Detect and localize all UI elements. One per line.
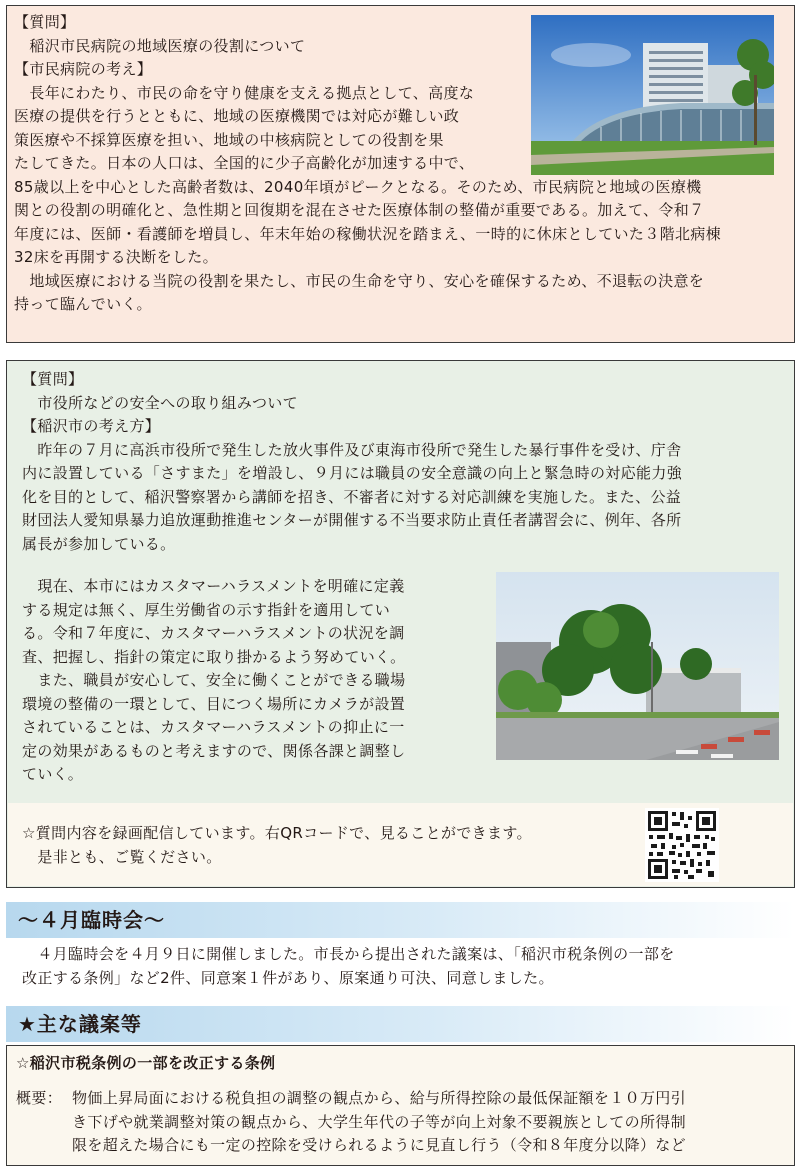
answer-line: ていく。 (22, 765, 84, 783)
answer-line: 財団法人愛知県暴力追放運動推進センターが開催する不当要求防止責任者講習会に、例年、各所 (22, 511, 682, 529)
bill-summary (72, 1087, 787, 1158)
april-line: 改正する条例」など2件、同意案１件があり、原案通り可決、同意しました。 (22, 968, 554, 987)
answer-line: 地域医療における当院の役割を果たし、市民の生命を守り、安心を確保するため、不退転の決意を (14, 271, 705, 290)
answer-line: されていることは、カスタマーハラスメントの抑止に一 (22, 718, 405, 736)
answer-line: 昨年の７月に高浜市役所で発生した放火事件及び東海市役所で発生した暴行事件を受け、庁舎 (22, 440, 682, 459)
bill-text (16, 1052, 786, 1076)
question-text: 市役所などの安全への取り組みついて (22, 393, 299, 412)
answer-line: また、職員が安心して、安全に働くことができる職場 (22, 671, 406, 689)
answer-line: る。令和７年度に、カスタマーハラスメントの状況を調 (22, 624, 405, 642)
qr-notice-text (22, 822, 642, 869)
answer-line: 現在、本市にはカスタマーハラスメントを明確に定義 (22, 577, 405, 595)
answer-line: 持って臨んでいく。 (14, 295, 152, 313)
summary-line: 限を超えた場合にも一定の控除を受けられるように見直し行う（令和８年度分以降）など (72, 1136, 687, 1154)
answer-line: 年度には、医師・看護師を増員し、年末年始の稼働状況を踏まえ、一時的に休床としていた３階北病棟 (14, 224, 722, 243)
answer-line: 査、把握し、指針の策定に取り掛かるよう努めていく。 (22, 647, 406, 666)
answer-line: 定の効果があるものと考えますので、関係各課と調整し (22, 741, 406, 760)
summary-line: 物価上昇局面における税負担の調整の観点から、給与所得控除の最低保証額を１０万円引 (72, 1089, 687, 1107)
answer-heading: 【市民病院の考え】 (14, 60, 153, 78)
city-hall-answer-narrow (22, 575, 492, 787)
answer-line: 策医療や不採算医療を担い、地域の中核病院としての役割を果 (14, 130, 444, 149)
answer-line: 属長が参加している。 (22, 534, 176, 553)
qr-notice-line: ☆質問内容を録画配信しています。右QRコードで、見ることができます。 (22, 824, 532, 842)
summary-line: き下げや就業調整対策の観点から、大学生年代の子等が向上対象不要親族としての所得制 (72, 1112, 687, 1131)
april-line: ４月臨時会を４月９日に開催しました。市長から提出された議案は、「稲沢市税条例の一部を (22, 945, 675, 963)
city-hall-qa-text (22, 368, 786, 556)
city-hall-photo (496, 572, 779, 760)
question-text: 稲沢市民病院の地域医療の役割について (14, 36, 306, 55)
main-bills-title: ★主な議案等 (18, 1012, 142, 1036)
qr-code[interactable] (645, 808, 719, 882)
hospital-photo (531, 15, 774, 175)
answer-line: 内に設置している「さすまた」を増設し、９月には職員の安全意識の向上と緊急時の対応能力強 (22, 464, 683, 482)
bill-title: ☆稲沢市税条例の一部を改正する条例 (16, 1054, 276, 1072)
answer-line: 医療の提供を行うとともに、地域の医療機関では対応が難しい政 (14, 107, 460, 125)
question-heading: 【質問】 (22, 370, 84, 388)
answer-line: 環境の整備の一環として、目につく場所にカメラが設置 (22, 694, 406, 713)
answer-line: 長年にわたり、市民の命を守り健康を支える拠点として、高度な (14, 83, 475, 102)
answer-line: 32床を再開する決断をした。 (14, 248, 218, 266)
answer-line: する規定は無く、厚生労働省の示す指針を適用してい (22, 600, 391, 619)
answer-line: 関との役割の明確化と、急性期と回復期を混在させた医療体制の整備が重要である。加えて、令和７ (14, 201, 705, 219)
april-session-text (22, 943, 792, 990)
answer-line: 化を目的として、稲沢警察署から講師を招き、不審者に対する対応訓練を実施した。また、公益 (22, 487, 682, 506)
answer-line: たしてきた。日本の人口は、全国的に少子高齢化が加速する中で、 (14, 154, 475, 172)
question-heading: 【質問】 (14, 13, 76, 31)
answer-line: 85歳以上を中心とした高齢者数は、2040年頃がピークとなる。そのため、市民病院と地域の医療機 (14, 177, 702, 196)
summary-label: 概要： (16, 1089, 63, 1107)
answer-heading: 【稲沢市の考え方】 (22, 417, 161, 435)
qr-notice-line: 是非とも、ご覧ください。 (22, 847, 222, 866)
april-session-title: ～４月臨時会～ (18, 908, 165, 932)
main-bills-band (6, 1006, 795, 1042)
bill-summary-label (16, 1087, 76, 1111)
april-session-band (6, 902, 795, 938)
